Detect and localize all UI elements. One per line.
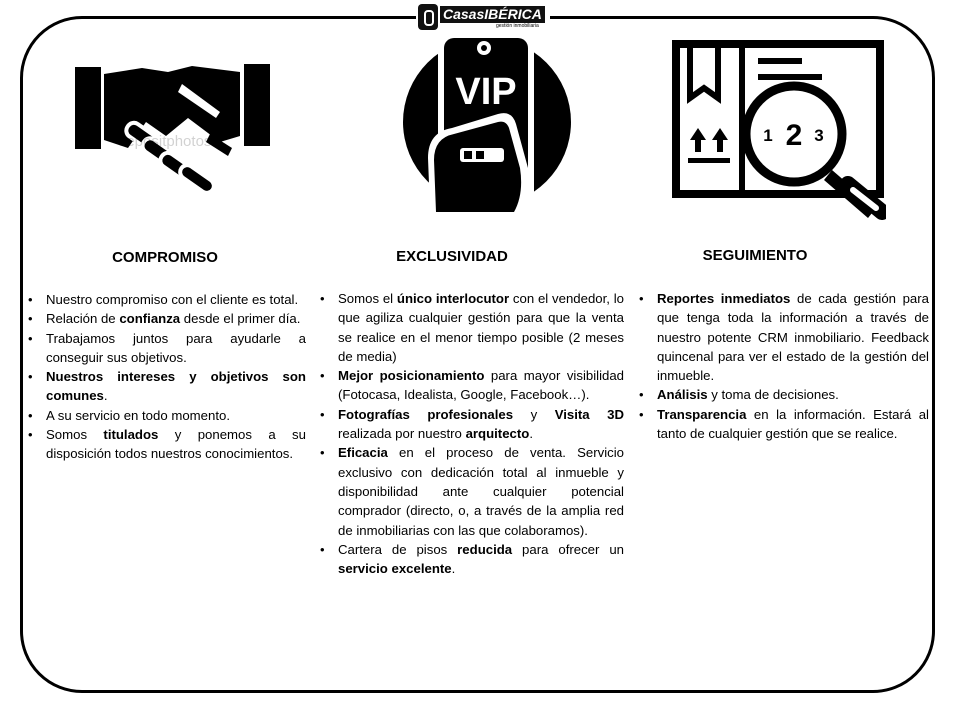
bold-text: Nuestros intereses y objetivos son comunes xyxy=(46,369,306,404)
list-item xyxy=(320,540,624,579)
vip-phone-icon xyxy=(402,28,576,214)
magnifier-number-2: 2 xyxy=(785,119,803,152)
bold-text: Eficacia xyxy=(338,445,388,461)
bold-text: Fotografías profesionales xyxy=(338,406,514,422)
bold-text: Visita 3D xyxy=(554,406,625,422)
bold-text: Reportes inmediatos xyxy=(657,291,791,306)
text-run: . xyxy=(103,388,108,404)
magnifier-number-1: 1 xyxy=(763,126,773,145)
magnifier-number-3: 3 xyxy=(814,126,824,145)
bold-text: Mejor posicionamiento xyxy=(338,368,485,384)
heading-compromiso: COMPROMISO xyxy=(112,249,218,266)
text-run: . xyxy=(451,561,456,577)
watermark-text: depositphotos xyxy=(118,133,212,150)
text-run: con el vendedor, lo que agiliza cualquier gestión para que la venta se realice en el menor tiempo posible (2 meses de media) xyxy=(338,291,625,364)
list-item xyxy=(320,405,624,444)
bold-text: Transparencia xyxy=(657,406,747,422)
text-run: Cartera de pisos xyxy=(338,541,458,557)
vip-text: VIP xyxy=(455,71,517,113)
bold-text: confianza xyxy=(119,311,181,327)
text-run: . xyxy=(529,426,533,442)
list-item xyxy=(28,329,306,368)
logo-tagline: gestión inmobiliaria xyxy=(496,23,539,29)
text-run: realizada por nuestro xyxy=(338,426,466,442)
list-item xyxy=(639,289,929,385)
bold-text: servicio excelente xyxy=(338,561,452,577)
heading-exclusividad: EXCLUSIVIDAD xyxy=(396,248,508,265)
list-item xyxy=(28,290,306,309)
text-run: Nuestro compromiso con el cliente es total. xyxy=(46,292,299,307)
list-item xyxy=(639,385,929,404)
list-item xyxy=(28,425,306,464)
logo-brand-name: CasasIBÉRICA xyxy=(440,6,545,23)
bold-text: titulados xyxy=(103,427,159,443)
text-run: Trabajamos juntos para ayudarle a conseguir sus objetivos. xyxy=(46,330,306,365)
text-run: para mayor visibilidad (Fotocasa, Idealista, Google, Facebook…). xyxy=(338,368,624,403)
brand-logo xyxy=(416,3,550,29)
column-compromiso-list xyxy=(28,290,306,464)
text-run: desde el primer día. xyxy=(180,311,301,327)
logo-mark-icon xyxy=(418,4,438,30)
column-seguimiento-list xyxy=(639,289,929,443)
text-run: Relación de xyxy=(46,311,120,327)
text-run: y toma de decisiones. xyxy=(707,387,839,403)
text-run: de cada gestión para que tenga toda la información a través de nuestro potente CRM inmobiliario. Feedback quincenal para ver el estado de la gestión del inmueble. xyxy=(657,291,929,384)
bold-text: Análisis xyxy=(657,387,708,403)
text-run: y ponemos a su disposición todos nuestros conocimientos. xyxy=(46,427,306,462)
text-run: en la información. Estará al tanto de cualquier gestión que se realice. xyxy=(657,406,929,442)
heading-seguimiento: SEGUIMIENTO xyxy=(702,247,808,264)
list-item xyxy=(320,289,624,366)
list-item xyxy=(28,309,306,328)
bold-text: reducida xyxy=(457,541,513,557)
magnifier-box-icon xyxy=(672,40,886,220)
bold-text: único interlocutor xyxy=(396,291,510,306)
text-run: y xyxy=(513,406,555,422)
list-item xyxy=(28,367,306,406)
text-run: en el proceso de venta. Servicio exclusivo con dedicación total al inmueble y disponibilidad ante cualquier potencial comprador (directo, o, a través de la amplia red de inmobiliarias con las que colaboramos). xyxy=(338,445,624,538)
list-item xyxy=(639,405,929,444)
text-run: Somos xyxy=(46,427,104,443)
list-item xyxy=(320,366,624,405)
handshake-icon xyxy=(70,62,272,192)
bold-text: arquitecto xyxy=(465,426,530,442)
text-run: Somos el xyxy=(338,291,397,306)
list-item xyxy=(320,443,624,539)
text-run: para ofrecer un xyxy=(512,541,624,557)
text-run: A su servicio en todo momento. xyxy=(46,407,230,423)
list-item xyxy=(28,406,306,425)
column-exclusividad-list xyxy=(320,289,624,578)
